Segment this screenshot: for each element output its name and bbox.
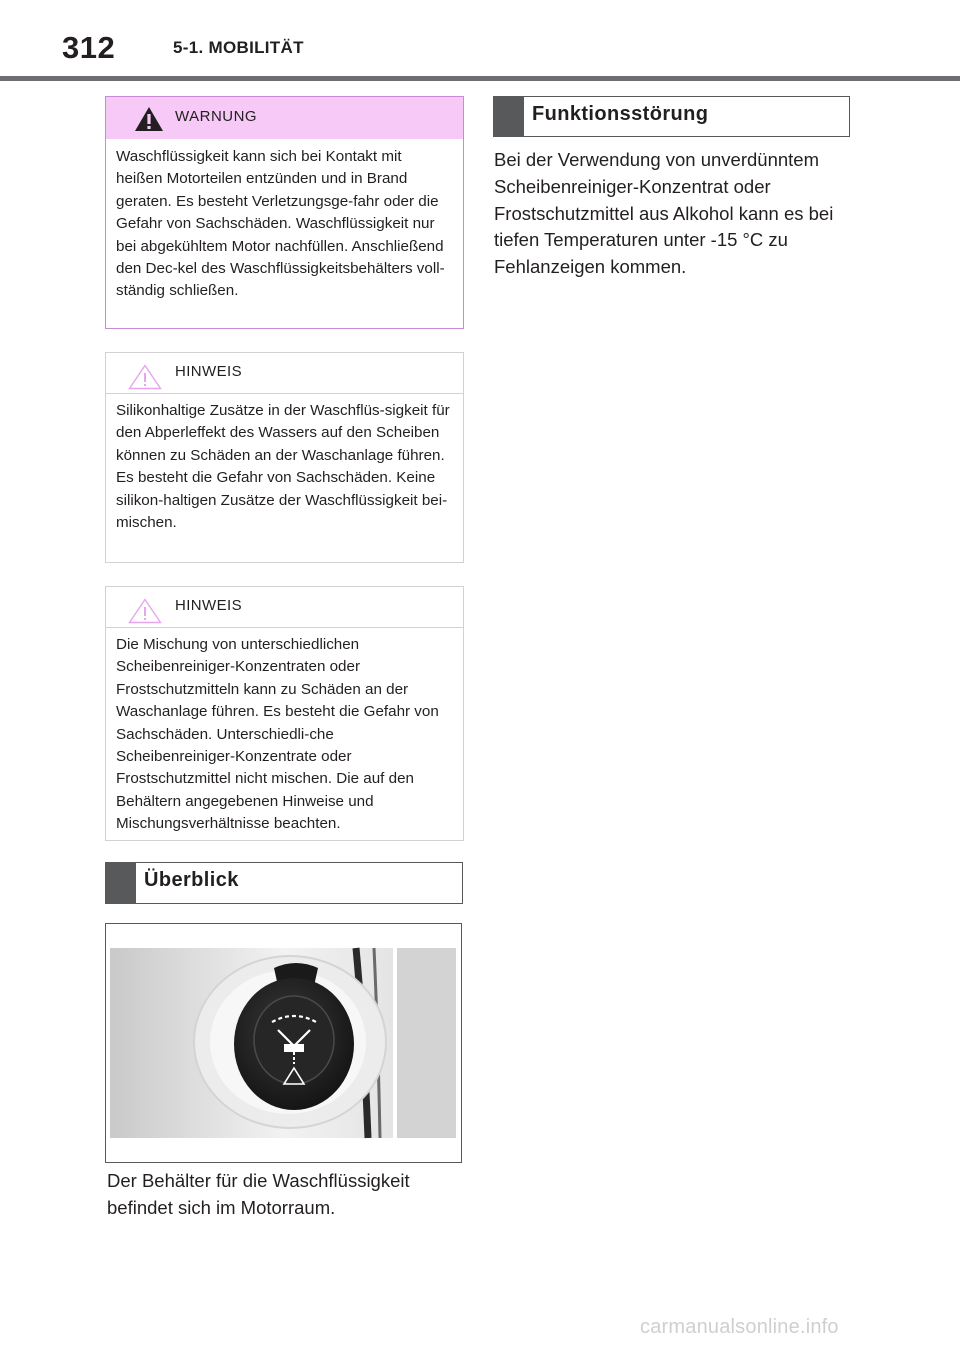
header-divider [0, 76, 960, 81]
heading-tab [106, 863, 136, 903]
note-label: HINWEIS [175, 597, 242, 614]
overview-heading [105, 862, 463, 904]
fault-heading [493, 96, 850, 137]
note-box-mixing [105, 586, 464, 841]
warning-header [106, 97, 463, 139]
section-title: 5-1. MOBILITÄT [173, 38, 304, 57]
watermark: carmanualsonline.info [640, 1316, 839, 1338]
warning-text: Waschflüssigkeit kann sich bei Kontakt mit heißen Motorteilen entzünden und in Brand geraten. Es besteht Verletzungsge-fahr oder die Gefahr von Sachschäden. Waschflüssigkeit nur bei abgekühltem Motor nachfüllen. Anschließend den Dec-kel des Waschflüssigkeitsbehälters voll-ständig schließen. [116, 148, 445, 300]
warning-triangle-icon [134, 106, 164, 132]
page-header [0, 0, 960, 80]
note-header [106, 587, 463, 628]
note-text: Die Mischung von unterschiedlichen Scheibenreiniger-Konzentraten oder Frostschutzmitteln kann zu Schäden an der Waschanlage führen. Es besteht die Gefahr von Sachschäden. Unterschiedli-che Scheibenreiniger-Konzentrate oder Frostschutzmittel nicht mischen. Die auf den Behältern angegebenen Hinweise und Mischungsverhältnisse beachten. [116, 636, 439, 833]
caution-triangle-icon [128, 364, 162, 390]
warning-box [105, 96, 464, 329]
heading-tab [494, 97, 524, 136]
fault-heading-text: Funktionsstörung [532, 103, 709, 125]
overview-heading-text: Überblick [144, 869, 239, 891]
note-box-silicone [105, 352, 464, 563]
washer-reservoir-image [106, 924, 461, 1162]
note-text: Silikonhaltige Zusätze in der Waschflüs-sigkeit für den Abperleffekt des Wassers auf den Scheiben können zu Schäden an der Waschanlage führen. Es besteht die Gefahr von Sachschäden. Keine silikon-haltigen Zusätze der Waschflüssigkeit bei-mischen. [116, 402, 450, 532]
note-label: HINWEIS [175, 363, 242, 380]
fault-text: Bei der Verwendung von unverdünntem Scheibenreiniger-Konzentrat oder Frostschutzmittel aus Alkohol kann es bei tiefen Temperaturen unter -15 °C zu Fehlanzeigen kommen. [494, 149, 834, 278]
warning-label: WARNUNG [175, 108, 258, 125]
caution-triangle-icon [128, 598, 162, 624]
page-number: 312 [62, 30, 116, 65]
overview-caption: Der Behälter für die Waschflüssigkeit befindet sich im Motorraum. [107, 1170, 410, 1218]
note-header [106, 353, 463, 394]
washer-reservoir-figure [105, 923, 462, 1163]
